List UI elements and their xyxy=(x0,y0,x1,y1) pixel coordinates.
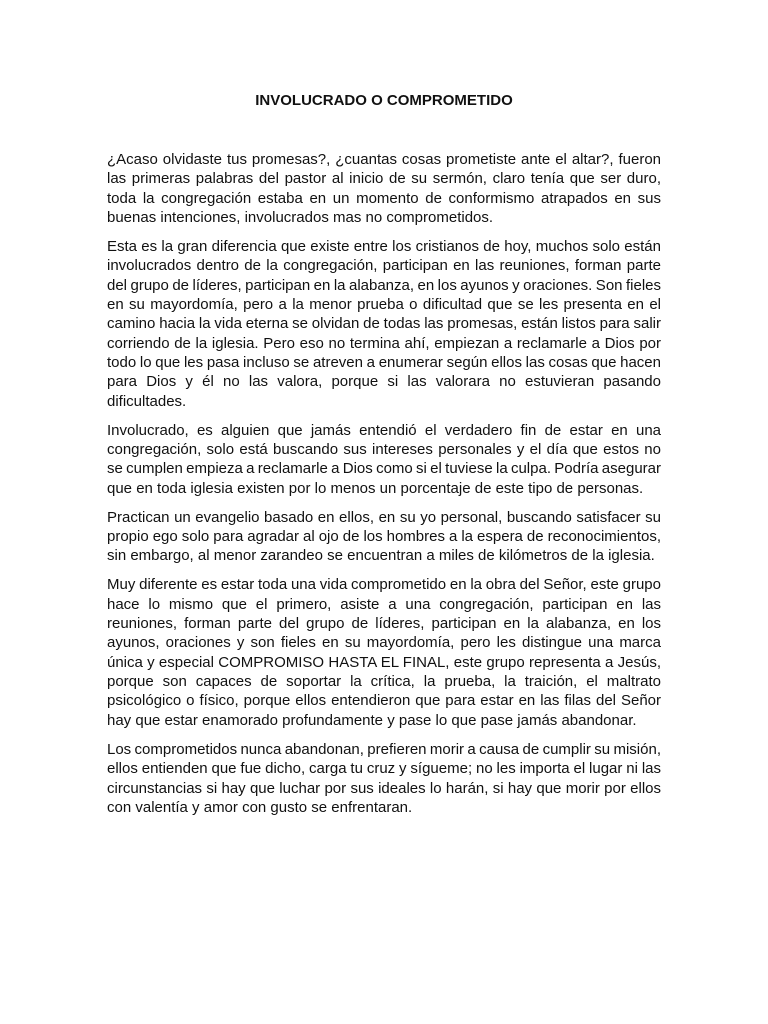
paragraph-line: del grupo de líderes, participan en la alabanza, en los ayunos y oraciones. Son fieles xyxy=(107,276,661,294)
body-paragraph xyxy=(107,740,661,817)
paragraph-line: reuniones, forman parte del grupo de líderes, participan en la alabanza, en los xyxy=(107,615,661,633)
paragraph-line: Practican un evangelio basado en ellos, en su yo personal, buscando satisfacer su xyxy=(107,508,661,526)
paragraph-line: porque son capaces de soportar la crítica, la prueba, la traición, el maltrato xyxy=(107,673,661,691)
document-title: INVOLUCRADO O COMPROMETIDO xyxy=(255,92,513,109)
paragraph-line: Involucrado, es alguien que jamás entendió el verdadero fin de estar en una xyxy=(107,421,661,439)
paragraph-line: única y especial COMPROMISO HASTA EL FINAL, este grupo representa a Jesús, xyxy=(107,653,661,671)
body-paragraph xyxy=(107,575,661,730)
paragraph-line: todo lo que les pasa incluso se atreven a enumerar según ellos las cosas que hacen xyxy=(107,353,661,371)
paragraph-line: que en toda iglesia existen por lo menos un porcentaje de este tipo de personas. xyxy=(107,479,644,497)
paragraph-line: circunstancias si hay que luchar por sus ideales lo harán, si hay que morir por ellos xyxy=(107,779,661,797)
paragraph-line: toda la congregación estaba en un momento de conformismo atrapados en sus xyxy=(107,189,661,207)
paragraph-line: congregación, solo está buscando sus intereses personales y el día que estos no xyxy=(107,441,661,459)
paragraph-line: hay que estar enamorado profundamente y pase lo que pase jamás abandonar. xyxy=(107,711,637,729)
paragraph-line: las primeras palabras del pastor al inicio de su sermón, claro tenía que ser duro, xyxy=(107,170,661,188)
paragraph-line: Muy diferente es estar toda una vida comprometido en la obra del Señor, este grupo xyxy=(107,576,661,594)
body-paragraph xyxy=(107,421,661,498)
paragraph-line: sin embargo, al menor zarandeo se encuentran a miles de kilómetros de la iglesia. xyxy=(107,547,655,565)
paragraph-line: corriendo de la iglesia. Pero eso no termina ahí, empiezan a reclamarle a Dios por xyxy=(107,334,661,352)
paragraph-line: psicológico o físico, porque ellos entendieron que para estar en las filas del Señor xyxy=(107,692,661,710)
paragraph-line: Esta es la gran diferencia que existe entre los cristianos de hoy, muchos solo están xyxy=(107,237,661,255)
paragraph-line: camino hacia la vida eterna se olvidan de todas las promesas, están listos para salir xyxy=(107,315,661,333)
paragraph-line: ¿Acaso olvidaste tus promesas?, ¿cuantas cosas prometiste ante el altar?, fueron xyxy=(107,150,661,168)
paragraph-line: en su mayordomía, pero a la menor prueba o dificultad que se les presenta en el xyxy=(107,295,661,313)
paragraph-line: buenas intenciones, involucrados mas no comprometidos. xyxy=(107,208,494,226)
paragraph-line: se cumplen empieza a reclamarle a Dios como si el tuviese la culpa. Podría asegurar xyxy=(107,460,661,478)
document-body xyxy=(107,91,661,827)
body-paragraph xyxy=(107,150,661,227)
paragraph-line: propio ego solo para agradar al ojo de los hombres a la espera de reconocimientos, xyxy=(107,528,661,546)
body-paragraph xyxy=(107,237,661,411)
paragraph-line: Los comprometidos nunca abandonan, prefieren morir a causa de cumplir su misión, xyxy=(107,740,661,758)
paragraph-line: con valentía y amor con gusto se enfrentaran. xyxy=(107,798,413,816)
body-paragraph xyxy=(107,508,661,566)
paragraph-line: involucrados dentro de la congregación, participan en las reuniones, forman parte xyxy=(107,257,661,275)
paragraph-line: hace lo mismo que el primero, asiste a una congregación, participan en las xyxy=(107,595,661,613)
paragraph-line: ellos entienden que fue dicho, carga tu cruz y sígueme; no les importa el lugar ni las xyxy=(107,760,661,778)
paragraph-line: dificultades. xyxy=(107,392,187,410)
paragraph-line: ayunos, oraciones y son fieles en su mayordomía, pero les distingue una marca xyxy=(107,634,661,652)
paragraph-line: para Dios y él no las valora, porque si las valorara no estuvieran pasando xyxy=(107,373,661,391)
